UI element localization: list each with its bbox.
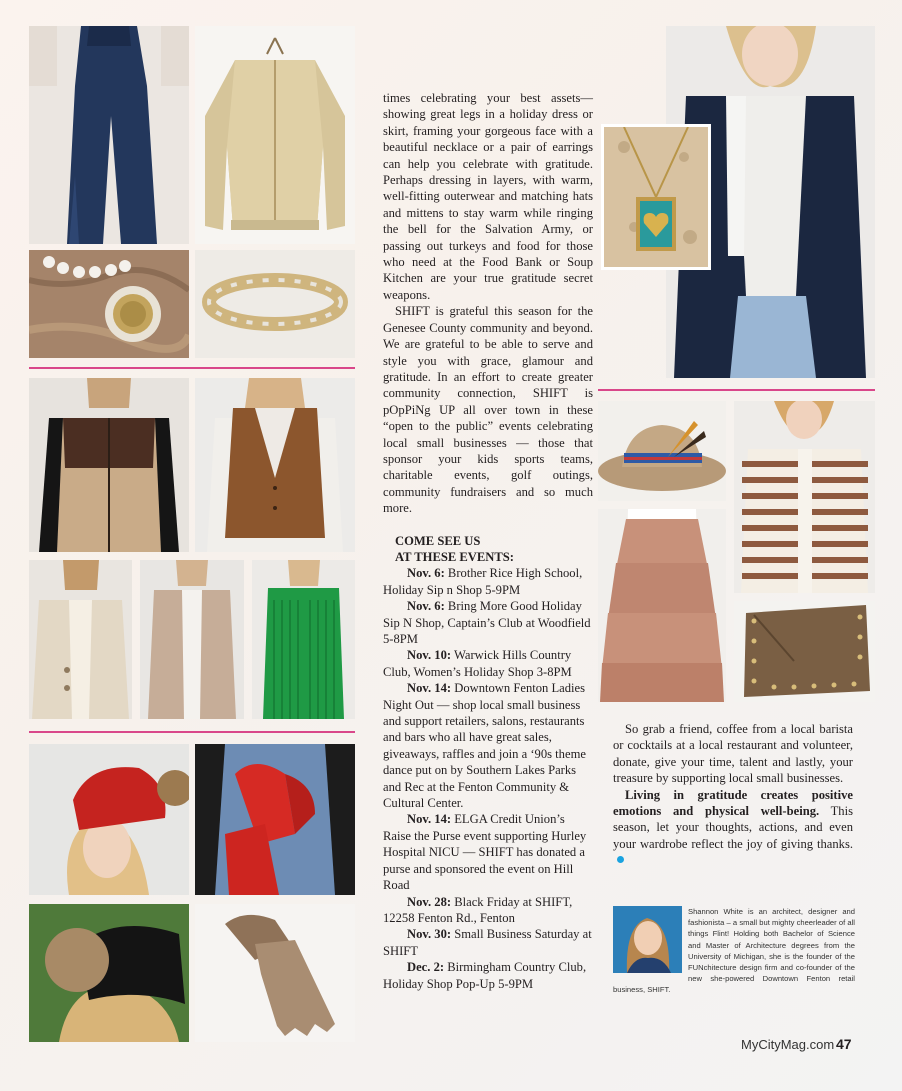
events-heading-line: COME SEE US: [395, 533, 481, 548]
divider-rule-left-bottom: [29, 731, 355, 733]
article-column-middle: [383, 90, 593, 992]
closing-paragraph: [613, 787, 853, 869]
event-description: Birmingham Country Club, Holiday Shop Pop-Up 5-9PM: [383, 960, 587, 991]
photo-striped-cardigan: [734, 401, 875, 593]
photo-black-fur-pom-beanie: [29, 904, 189, 1042]
photo-faux-fur-vest: [140, 560, 244, 719]
author-headshot: [613, 906, 682, 973]
event-item: [383, 680, 593, 811]
photo-cream-sherpa-jacket: [29, 560, 132, 719]
photo-gold-bead-bracelet: [195, 250, 355, 358]
event-item: [383, 959, 593, 992]
event-item: [383, 926, 593, 959]
event-date: Nov. 14:: [407, 812, 452, 827]
event-date: Nov. 10:: [407, 648, 452, 663]
author-bio-text: Shannon White is an architect, designer and fashionista – a small but mighty cheerleader of all things Flint! Holding both Bachelor of Science and Master of Architecture degrees from the University of Michigan, she is the founder of the FUNchitecture design firm and co-founder of the new she-powered Downtown Fenton retail business, SHIFT.: [613, 907, 855, 995]
author-bio: [613, 906, 855, 1006]
end-mark-icon: [617, 856, 624, 863]
event-date: Nov. 6:: [407, 566, 445, 581]
divider-rule-right: [598, 389, 875, 391]
event-date: Nov. 14:: [407, 681, 452, 696]
event-description: Black Friday at SHIFT, 12258 Fenton Rd., Fenton: [383, 894, 573, 925]
closing-bold-text: Living in gratitude creates positive emotions and physical well-being.: [613, 787, 853, 819]
event-description: Brother Rice High School, Holiday Sip n Shop 5-9PM: [383, 566, 583, 597]
event-date: Nov. 6:: [407, 599, 445, 614]
body-paragraph: So grab a friend, coffee from a local barista or cocktails at a local restaurant and volunteer, donate, give your time, talent and lastly, your treasure by supporting local small businesses.: [613, 722, 853, 786]
photo-green-puffer-vest: [252, 560, 355, 719]
event-item: [383, 647, 593, 680]
event-date: Dec. 2:: [407, 960, 445, 975]
footer-website: MyCityMag.com: [741, 1037, 835, 1052]
event-item: [383, 894, 593, 927]
article-column-right: [613, 721, 853, 869]
events-list: [383, 565, 593, 992]
photo-wide-leg-jeans: [29, 26, 189, 244]
events-heading: [395, 533, 593, 566]
photo-tiered-tulle-skirt: [598, 509, 726, 702]
photo-feather-fedora-hat: [598, 401, 726, 501]
photo-pearl-coin-necklace: [29, 250, 189, 358]
photo-gold-sequin-jacket: [195, 26, 355, 244]
event-date: Nov. 28:: [407, 894, 452, 909]
photo-red-pom-beanie: [29, 744, 189, 895]
photo-studded-suede-clutch: [734, 601, 875, 702]
event-date: Nov. 30:: [407, 927, 452, 942]
page-number: 47: [836, 1036, 852, 1052]
photo-red-knit-mittens: [195, 744, 355, 895]
event-item: [383, 811, 593, 893]
body-paragraph: times celebrating your best assets— showing great legs in a holiday dress or skirt, framing your gorgeous face with a beautiful necklace or a pair of earrings can help you celebrate with gratitude. Perhaps dressing in layers, with warm, well-fitting outerwear and matching hats and mittens to stay warm while ringing the bell for the Salvation Army, or passing out turkeys and food for those who need at the Food Bank or Soup Kitchen are your true gratitude secret weapons.: [383, 91, 593, 302]
closing-text: This season, let your thoughts, actions, and even your wardrobe reflect the joy of giving thanks.: [613, 804, 854, 851]
events-heading-line: AT THESE EVENTS:: [395, 549, 514, 564]
photo-leather-vest: [195, 378, 355, 552]
body-paragraph: SHIFT is grateful this season for the Genesee County community and beyond. We are grateful to be able to serve and style you with grace, glamour and gratitude. In an effort to create greater community connection, SHIFT is pOpPiNg UP all over town in these “open to the public” events celebrating local small businesses — those that sponsor your kids sports teams, charitable events, golf outings, community fundraisers and so much more.: [383, 304, 593, 516]
photo-heart-pendant-necklace: [601, 124, 711, 270]
event-description: Downtown Fenton Ladies Night Out — shop local small business and support retailers, salons, restaurants and bars who all have great sales, giveaways, raffles and join a ‘90s theme dance put on by Southern Lakes Parks and Rec at the Fenton Community & Cultural Center.: [383, 681, 586, 811]
event-description: Small Business Saturday at SHIFT: [383, 927, 592, 958]
photo-suede-fur-gloves: [195, 904, 355, 1042]
event-item: [383, 565, 593, 598]
event-description: Warwick Hills Country Club, Women’s Holiday Shop 3-8PM: [383, 648, 572, 679]
divider-rule-left-top: [29, 367, 355, 369]
event-description: ELGA Credit Union’s Raise the Purse event supporting Hurley Hospital NICU — SHIFT has donated a purse and sponsored the event on Hill Road: [383, 812, 587, 893]
event-item: [383, 598, 593, 647]
photo-sherpa-vest: [29, 378, 189, 552]
event-description: Bring More Good Holiday Sip N Shop, Captain’s Club at Woodfield 5-8PM: [383, 599, 591, 646]
